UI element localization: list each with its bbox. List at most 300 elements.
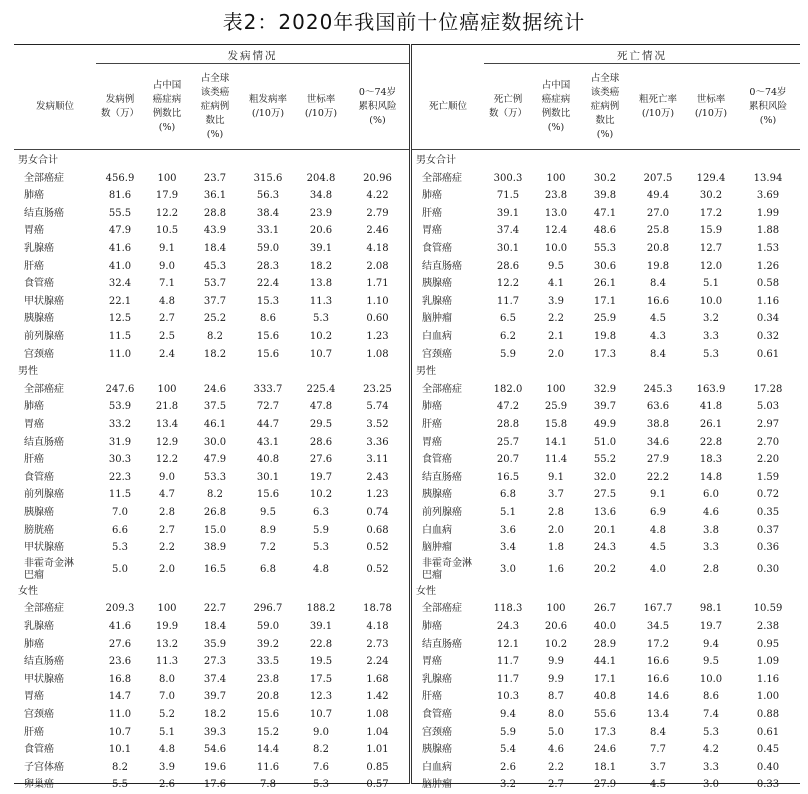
value-cell: 0.74 [366, 507, 389, 518]
value-cell: 247.6 [105, 383, 135, 395]
cancer-type-cell: 全部癌症 [24, 383, 64, 395]
cancer-type-cell: 胃癌 [422, 656, 442, 668]
value-cell: 15.0 [203, 524, 227, 536]
table-row [14, 618, 409, 636]
cancer-type-cell: 食管癌 [422, 243, 452, 254]
value-cell: 2.7 [159, 313, 175, 325]
table-row [14, 170, 409, 188]
value-cell: 16.5 [496, 471, 520, 483]
cancer-type-cell: 肝癌 [24, 260, 44, 272]
value-cell: 3.69 [756, 190, 780, 202]
value-cell: 18.2 [203, 709, 227, 720]
table-row [412, 240, 800, 258]
value-cell: 9.0 [159, 471, 175, 483]
cancer-type-cell: 乳腺癌 [422, 295, 452, 307]
cancer-type-cell: 甲状腺癌 [24, 542, 64, 554]
table-row [412, 776, 800, 794]
value-cell: 1.10 [366, 295, 389, 307]
value-cell: 14.8 [699, 471, 723, 483]
value-cell: 8.6 [260, 313, 276, 325]
value-cell: 4.8 [159, 744, 175, 756]
value-cell: 12.0 [699, 260, 723, 272]
cancer-type-cell: 肝癌 [422, 419, 442, 430]
cancer-type-cell: 胰腺癌 [24, 507, 54, 518]
value-cell: 20.1 [593, 524, 617, 536]
value-cell: 15.2 [256, 726, 280, 738]
table-row [14, 398, 409, 416]
value-cell: 1.08 [366, 709, 389, 720]
cancer-type-cell: 食管癌 [24, 471, 54, 483]
value-cell: 8.9 [260, 524, 276, 536]
value-cell: 6.0 [703, 489, 719, 501]
value-cell: 6.3 [313, 507, 329, 518]
value-cell: 7.6 [313, 761, 329, 773]
value-cell: 5.2 [159, 709, 175, 720]
cancer-type-cell: 食管癌 [24, 278, 54, 290]
column-header: 世标率 (/10万) [694, 94, 728, 119]
value-cell: 34.6 [646, 436, 670, 448]
table-row [14, 469, 409, 487]
value-cell: 3.8 [703, 524, 719, 536]
cancer-type-cell: 全部癌症 [422, 603, 462, 615]
table-row [14, 486, 409, 504]
value-cell: 6.8 [500, 489, 516, 501]
value-cell: 48.6 [593, 225, 617, 237]
value-cell: 13.94 [753, 172, 783, 184]
value-cell: 9.5 [703, 656, 719, 668]
table-row [14, 222, 409, 240]
value-cell: 9.0 [313, 726, 329, 738]
value-cell: 6.2 [500, 331, 516, 342]
value-cell: 37.4 [203, 673, 227, 685]
value-cell: 182.0 [493, 383, 523, 395]
value-cell: 7.0 [159, 691, 175, 703]
value-cell: 5.3 [313, 779, 329, 791]
value-cell: 9.9 [548, 673, 564, 685]
column-header: 占全球 该类癌 症病例 数比 (%) [590, 73, 620, 140]
column-header: 死亡顺位 [428, 101, 467, 112]
value-cell: 13.6 [593, 507, 617, 518]
value-cell: 15.8 [544, 419, 568, 430]
value-cell: 9.4 [703, 638, 719, 650]
value-cell: 41.6 [108, 621, 132, 632]
column-header: 0～74岁 累积风险 (%) [748, 87, 787, 126]
value-cell: 1.01 [366, 744, 389, 756]
table-top-rule [412, 44, 800, 45]
value-cell: 0.57 [366, 779, 389, 791]
value-cell: 5.0 [548, 726, 564, 738]
value-cell: 2.4 [159, 348, 175, 360]
table-row [14, 706, 409, 724]
value-cell: 59.0 [256, 243, 280, 254]
value-cell: 1.23 [366, 331, 389, 342]
value-cell: 13.2 [155, 638, 179, 650]
value-cell: 19.8 [646, 260, 670, 272]
value-cell: 15.6 [256, 489, 280, 501]
value-cell: 5.3 [112, 542, 128, 554]
value-cell: 5.3 [313, 313, 329, 325]
value-cell: 5.74 [366, 401, 389, 413]
value-cell: 10.59 [753, 603, 783, 615]
value-cell: 2.8 [548, 507, 564, 518]
value-cell: 2.38 [756, 621, 780, 632]
value-cell: 2.46 [366, 225, 389, 237]
table-row [14, 205, 409, 223]
value-cell: 16.6 [646, 656, 670, 668]
cancer-type-cell: 肺癌 [422, 401, 442, 413]
table-row [412, 706, 800, 724]
value-cell: 39.1 [309, 621, 333, 632]
column-header: 0～74岁 累积风险 (%) [358, 87, 397, 126]
value-cell: 17.1 [593, 673, 617, 685]
value-cell: 4.5 [650, 542, 666, 554]
cancer-type-cell: 非霍奇金淋巴瘤 [24, 557, 74, 581]
cancer-type-cell: 肝癌 [24, 454, 44, 466]
value-cell: 1.68 [366, 673, 389, 685]
value-cell: 17.2 [699, 207, 723, 219]
cancer-type-cell: 肝癌 [422, 691, 442, 703]
value-cell: 63.6 [646, 401, 670, 413]
value-cell: 23.7 [203, 172, 227, 184]
cancer-type-cell: 胰腺癌 [24, 313, 54, 325]
value-cell: 19.8 [593, 331, 617, 342]
value-cell: 12.3 [309, 691, 333, 703]
value-cell: 100 [546, 383, 566, 395]
value-cell: 20.8 [256, 691, 280, 703]
value-cell: 300.3 [493, 172, 523, 184]
value-cell: 10.0 [544, 243, 568, 254]
value-cell: 5.03 [756, 401, 780, 413]
value-cell: 0.32 [756, 331, 780, 342]
value-cell: 28.3 [256, 260, 280, 272]
value-cell: 19.5 [309, 656, 333, 668]
value-cell: 19.6 [203, 761, 227, 773]
value-cell: 32.9 [593, 383, 617, 395]
value-cell: 25.8 [646, 225, 670, 237]
table-row [14, 258, 409, 276]
value-cell: 2.6 [500, 761, 516, 773]
column-header: 占全球 该类癌 症病例 数比 (%) [200, 73, 230, 140]
value-cell: 11.3 [309, 295, 333, 307]
value-cell: 4.3 [650, 331, 666, 342]
value-cell: 47.1 [593, 207, 617, 219]
value-cell: 4.6 [548, 744, 564, 756]
value-cell: 12.1 [496, 638, 520, 650]
value-cell: 2.8 [703, 563, 719, 575]
value-cell: 45.3 [203, 260, 227, 272]
value-cell: 17.3 [593, 348, 617, 360]
value-cell: 0.35 [756, 507, 780, 518]
value-cell: 8.2 [207, 489, 223, 501]
value-cell: 4.22 [366, 190, 389, 202]
value-cell: 9.9 [548, 656, 564, 668]
value-cell: 10.2 [309, 331, 333, 342]
value-cell: 100 [157, 172, 177, 184]
table-row [14, 759, 409, 777]
value-cell: 15.3 [256, 295, 280, 307]
value-cell: 39.7 [203, 691, 227, 703]
table-row [412, 688, 800, 706]
value-cell: 51.0 [593, 436, 617, 448]
value-cell: 27.9 [593, 779, 617, 791]
value-cell: 8.4 [650, 348, 666, 360]
value-cell: 37.5 [203, 401, 227, 413]
value-cell: 36.1 [203, 190, 227, 202]
value-cell: 38.8 [646, 419, 670, 430]
column-header: 粗发病率 (/10万) [248, 94, 287, 119]
value-cell: 18.1 [593, 761, 617, 773]
value-cell: 33.2 [108, 419, 132, 430]
value-cell: 4.6 [703, 507, 719, 518]
value-cell: 3.2 [500, 779, 516, 791]
value-cell: 20.6 [309, 225, 333, 237]
table-row [14, 293, 409, 311]
cancer-type-cell: 乳腺癌 [24, 621, 54, 632]
cancer-type-cell: 全部癌症 [24, 172, 64, 184]
value-cell: 4.5 [650, 779, 666, 791]
value-cell: 30.1 [256, 471, 280, 483]
column-group-rule [484, 63, 800, 64]
table-row [412, 741, 800, 759]
section-label: 男性 [18, 366, 38, 378]
value-cell: 4.1 [548, 278, 564, 290]
value-cell: 20.7 [496, 454, 520, 466]
value-cell: 8.0 [548, 709, 564, 720]
value-cell: 16.6 [646, 295, 670, 307]
cancer-type-cell: 前列腺癌 [24, 331, 64, 342]
cancer-type-cell: 肝癌 [24, 726, 44, 738]
value-cell: 12.2 [155, 207, 179, 219]
table-row [412, 504, 800, 522]
table-row [412, 275, 800, 293]
value-cell: 49.9 [593, 419, 617, 430]
table-row [412, 222, 800, 240]
value-cell: 9.5 [548, 260, 564, 272]
value-cell: 3.7 [650, 761, 666, 773]
value-cell: 55.2 [593, 454, 617, 466]
value-cell: 7.8 [260, 779, 276, 791]
value-cell: 22.7 [203, 603, 227, 615]
value-cell: 4.2 [703, 744, 719, 756]
value-cell: 9.1 [548, 471, 564, 483]
value-cell: 22.8 [699, 436, 723, 448]
value-cell: 118.3 [493, 603, 523, 615]
value-cell: 20.8 [646, 243, 670, 254]
value-cell: 19.7 [699, 621, 723, 632]
value-cell: 315.6 [253, 172, 283, 184]
value-cell: 129.4 [696, 172, 726, 184]
value-cell: 11.0 [108, 709, 132, 720]
value-cell: 17.6 [203, 779, 227, 791]
table-top-rule [14, 44, 409, 45]
value-cell: 3.3 [703, 542, 719, 554]
value-cell: 5.1 [159, 726, 175, 738]
value-cell: 3.36 [366, 436, 389, 448]
value-cell: 30.3 [108, 454, 132, 466]
value-cell: 23.8 [544, 190, 568, 202]
value-cell: 9.0 [159, 260, 175, 272]
value-cell: 43.1 [256, 436, 280, 448]
table-row [14, 346, 409, 364]
value-cell: 4.18 [366, 621, 389, 632]
value-cell: 1.04 [366, 726, 389, 738]
value-cell: 7.4 [703, 709, 719, 720]
table-row [14, 724, 409, 742]
table-row [412, 469, 800, 487]
value-cell: 55.3 [593, 243, 617, 254]
value-cell: 3.6 [500, 524, 516, 536]
value-cell: 2.8 [159, 507, 175, 518]
value-cell: 9.4 [500, 709, 516, 720]
value-cell: 0.34 [756, 313, 780, 325]
value-cell: 56.3 [256, 190, 280, 202]
column-group-rule [96, 63, 409, 64]
value-cell: 25.9 [593, 313, 617, 325]
value-cell: 18.2 [309, 260, 333, 272]
incidence-panel [14, 44, 409, 791]
table-row [412, 434, 800, 452]
value-cell: 5.0 [112, 563, 128, 575]
value-cell: 8.2 [207, 331, 223, 342]
value-cell: 47.9 [108, 225, 132, 237]
value-cell: 24.3 [593, 542, 617, 554]
value-cell: 11.7 [496, 656, 520, 668]
header-rule [14, 149, 409, 150]
table-row [14, 451, 409, 469]
value-cell: 0.85 [366, 761, 389, 773]
value-cell: 245.3 [643, 383, 673, 395]
value-cell: 6.6 [112, 524, 128, 536]
value-cell: 10.0 [699, 673, 723, 685]
cancer-type-cell: 全部癌症 [422, 172, 462, 184]
value-cell: 27.0 [646, 207, 670, 219]
value-cell: 26.1 [593, 278, 617, 290]
cancer-type-cell: 肺癌 [24, 638, 44, 650]
value-cell: 13.8 [309, 278, 333, 290]
value-cell: 34.8 [309, 190, 333, 202]
table-row [412, 187, 800, 205]
value-cell: 4.8 [159, 295, 175, 307]
cancer-type-cell: 乳腺癌 [422, 673, 452, 685]
value-cell: 5.9 [313, 524, 329, 536]
value-cell: 16.6 [646, 673, 670, 685]
value-cell: 296.7 [253, 603, 283, 615]
value-cell: 81.6 [108, 190, 132, 202]
value-cell: 5.4 [500, 744, 516, 756]
value-cell: 30.2 [699, 190, 723, 202]
value-cell: 23.25 [363, 383, 392, 395]
value-cell: 47.9 [203, 454, 227, 466]
table-row [412, 759, 800, 777]
value-cell: 2.79 [366, 207, 389, 219]
value-cell: 1.16 [756, 295, 780, 307]
section-label: 男性 [416, 366, 436, 378]
value-cell: 1.8 [548, 542, 564, 554]
table-row [412, 671, 800, 689]
value-cell: 5.5 [112, 779, 128, 791]
value-cell: 47.8 [309, 401, 333, 413]
value-cell: 23.6 [108, 656, 132, 668]
value-cell: 27.5 [593, 489, 617, 501]
table-row [412, 653, 800, 671]
value-cell: 41.0 [108, 260, 132, 272]
value-cell: 32.0 [593, 471, 617, 483]
value-cell: 7.1 [159, 278, 175, 290]
value-cell: 44.7 [256, 419, 280, 430]
value-cell: 0.61 [756, 348, 780, 360]
cancer-type-cell: 肺癌 [422, 190, 442, 202]
value-cell: 2.0 [548, 348, 564, 360]
cancer-type-cell: 甲状腺癌 [24, 295, 64, 307]
table-row [14, 557, 409, 583]
cancer-type-cell: 结直肠癌 [422, 638, 462, 650]
value-cell: 13.4 [646, 709, 670, 720]
value-cell: 2.2 [548, 761, 564, 773]
table-row [412, 416, 800, 434]
table-row [412, 486, 800, 504]
column-header: 占中国 癌症病 例数比 (%) [541, 80, 571, 133]
value-cell: 14.1 [544, 436, 568, 448]
value-cell: 188.2 [306, 603, 336, 615]
cancer-type-cell: 结直肠癌 [422, 471, 462, 483]
value-cell: 1.99 [756, 207, 780, 219]
value-cell: 0.95 [756, 638, 780, 650]
value-cell: 10.2 [309, 489, 333, 501]
value-cell: 2.43 [366, 471, 389, 483]
value-cell: 8.6 [703, 691, 719, 703]
table-row [14, 275, 409, 293]
cancer-type-cell: 甲状腺癌 [24, 673, 64, 685]
value-cell: 1.71 [366, 278, 389, 290]
value-cell: 33.1 [256, 225, 280, 237]
value-cell: 8.0 [159, 673, 175, 685]
cancer-type-cell: 胰腺癌 [422, 744, 452, 756]
table-row [14, 522, 409, 540]
value-cell: 37.7 [203, 295, 227, 307]
table-row [412, 381, 800, 399]
column-header: 发病顺位 [35, 101, 74, 112]
value-cell: 8.7 [548, 691, 564, 703]
cancer-type-cell: 非霍奇金淋巴瘤 [422, 557, 472, 581]
value-cell: 30.0 [203, 436, 227, 448]
table-row [14, 671, 409, 689]
table-row [14, 741, 409, 759]
value-cell: 4.0 [650, 563, 666, 575]
value-cell: 0.37 [756, 524, 780, 536]
value-cell: 22.3 [108, 471, 132, 483]
value-cell: 40.8 [593, 691, 617, 703]
value-cell: 14.6 [646, 691, 670, 703]
table-title: 表2：2020年我国前十位癌症数据统计 [222, 10, 586, 34]
value-cell: 39.8 [593, 190, 617, 202]
value-cell: 1.16 [756, 673, 780, 685]
value-cell: 41.6 [108, 243, 132, 254]
value-cell: 16.5 [203, 563, 227, 575]
column-header: 占中国 癌症病 例数比 (%) [152, 80, 182, 133]
mortality-panel [412, 44, 800, 791]
value-cell: 5.3 [703, 726, 719, 738]
value-cell: 207.5 [643, 172, 673, 184]
value-cell: 38.9 [203, 542, 227, 554]
cancer-type-cell: 肺癌 [24, 190, 44, 202]
cancer-type-cell: 全部癌症 [422, 383, 462, 395]
value-cell: 2.5 [159, 331, 175, 342]
value-cell: 0.68 [366, 524, 389, 536]
value-cell: 35.9 [203, 638, 227, 650]
value-cell: 49.4 [646, 190, 670, 202]
value-cell: 6.9 [650, 507, 666, 518]
table-row [14, 381, 409, 399]
